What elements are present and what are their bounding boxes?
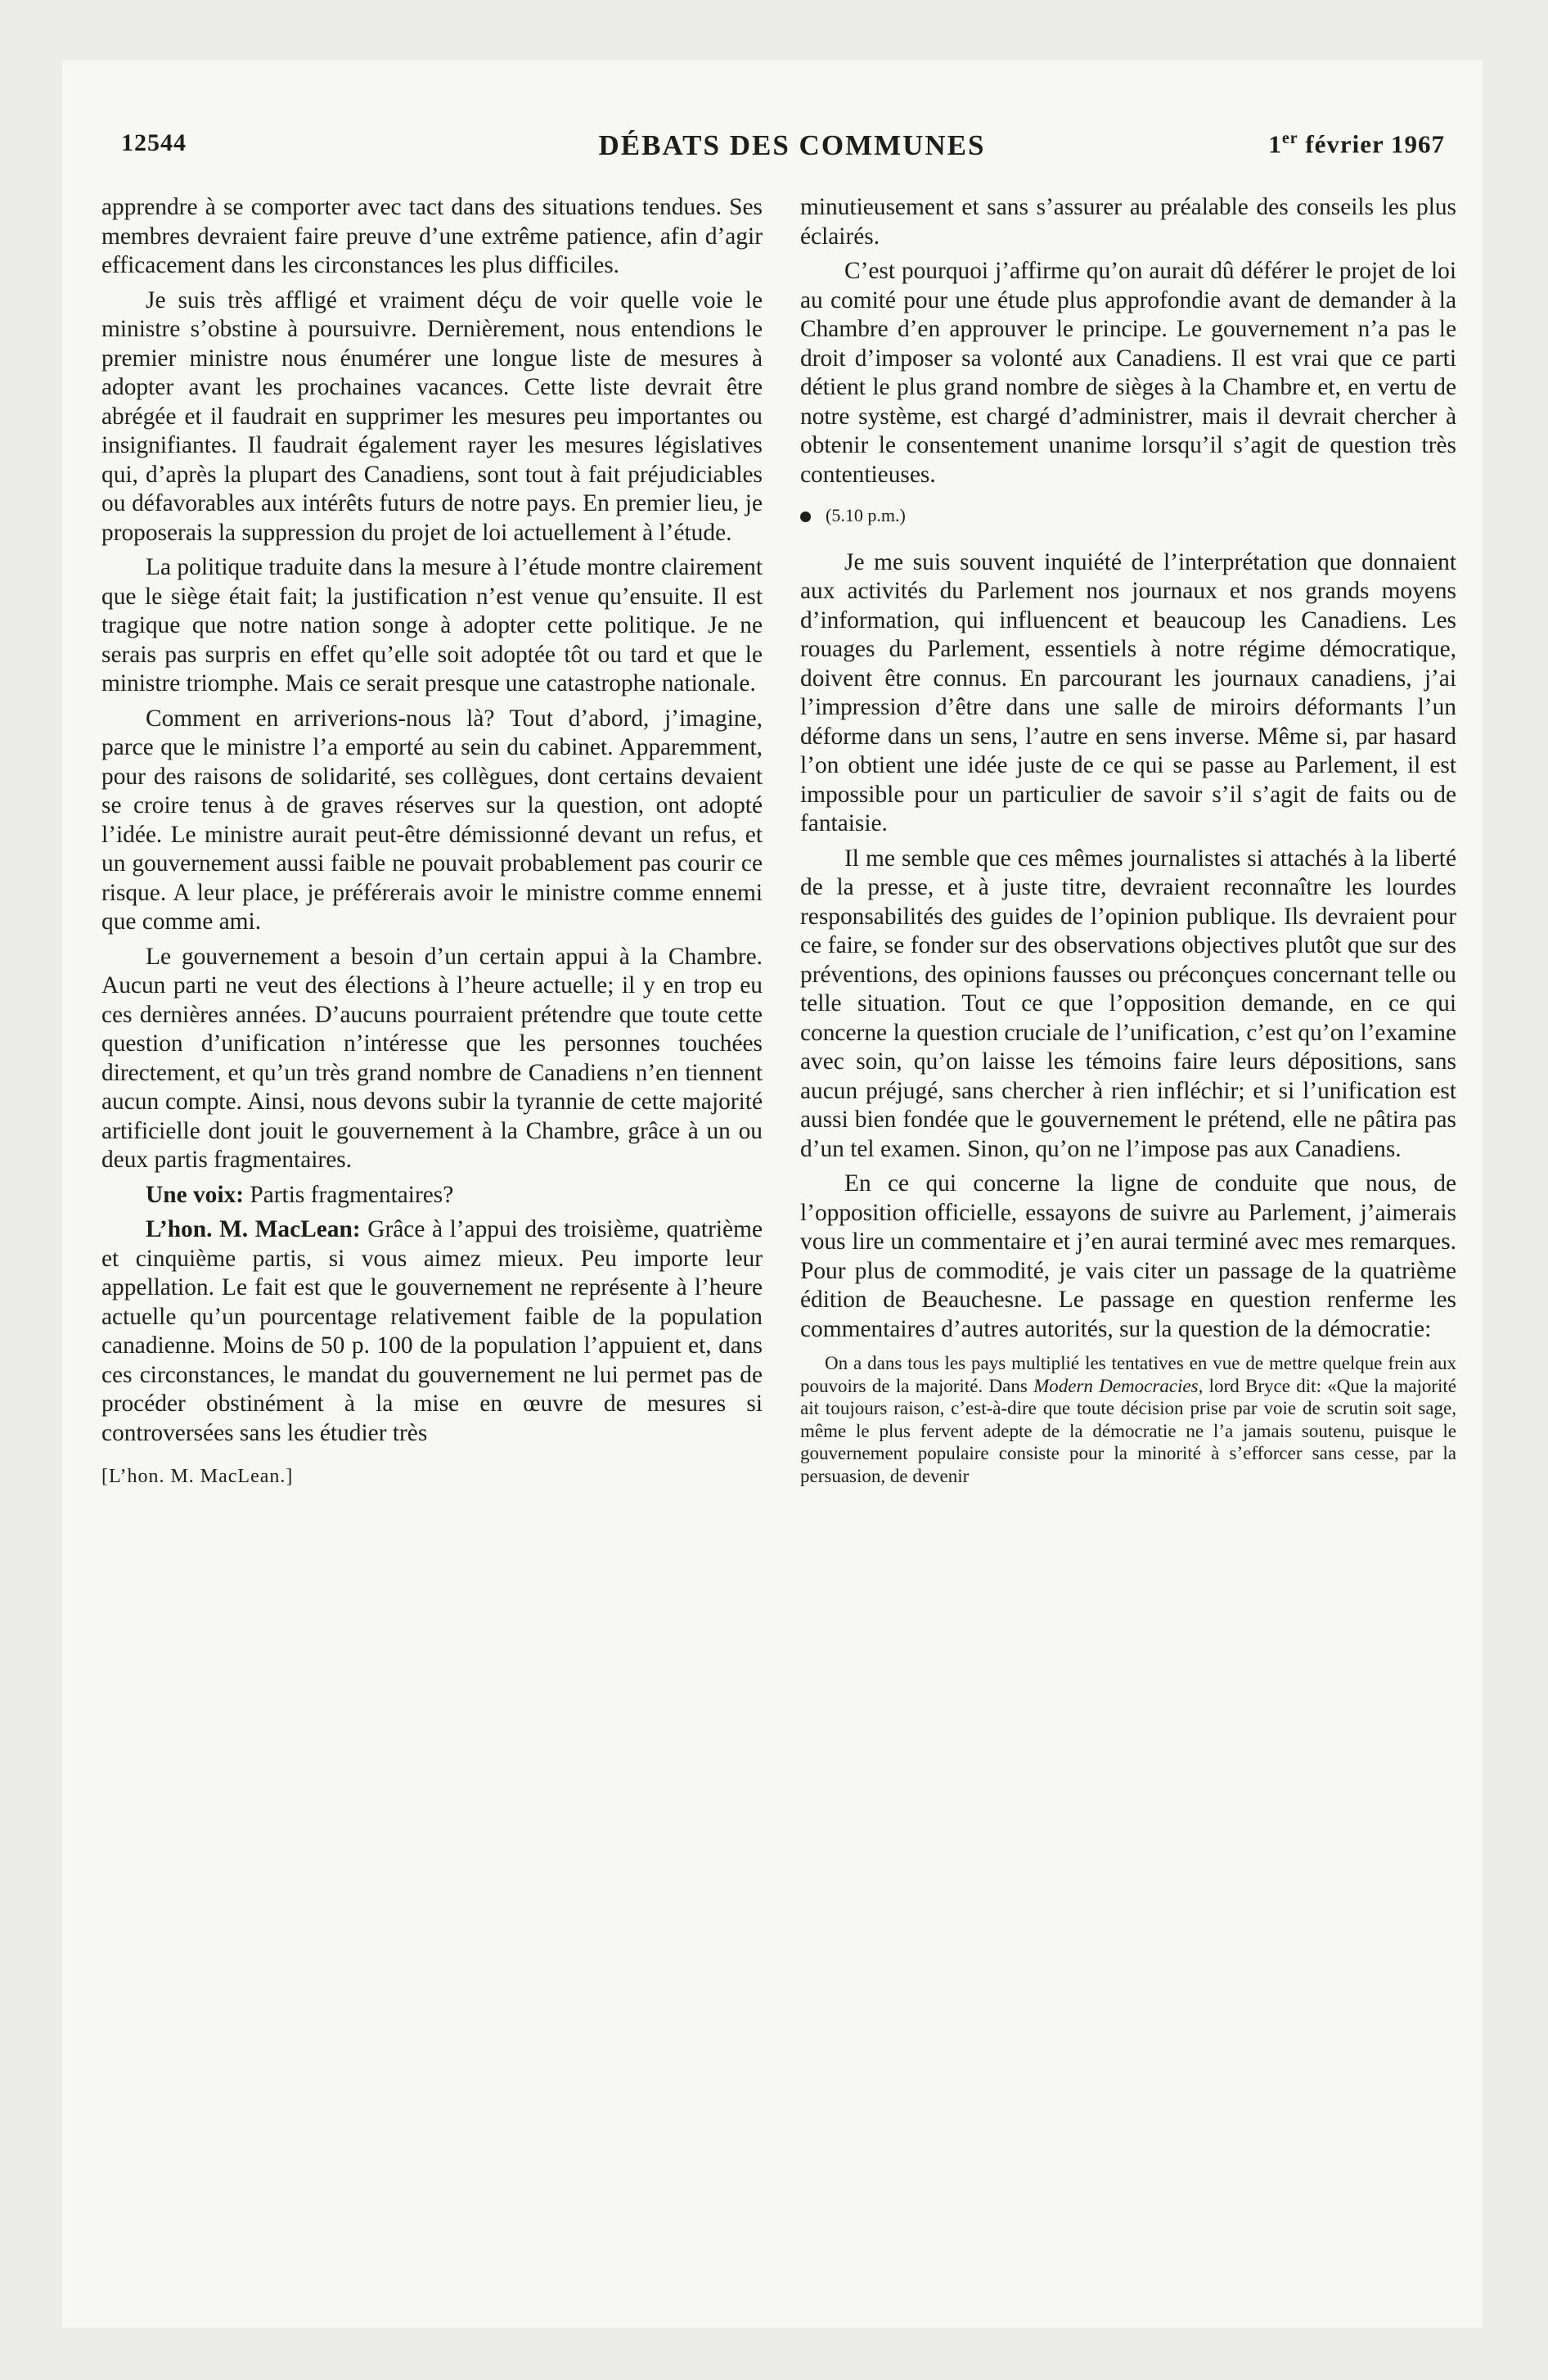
time-text: (5.10 p.m.) bbox=[826, 505, 906, 525]
date-ordinal: er bbox=[1281, 129, 1298, 147]
paragraph: En ce qui concerne la ligne de conduite que nous, de l’opposition officielle, essayons de suivre au Parlement, j’aimerais vous lire un commentaire et j’en aurai terminé avec mes remarques. Pour plus de commodité, je vais citer un passage de la quatrième édition de Beauchesne. Le passage en question renferme les commentaires d’autres autorités, sur la question de la démocratie: bbox=[800, 1170, 1456, 1342]
speech-text: Partis fragmentaires? bbox=[244, 1181, 454, 1208]
bullet-icon bbox=[800, 512, 811, 522]
paragraph: Il me semble que ces mêmes journalistes si attachés à la liberté de la presse, et à juste titre, devraient reconnaître les lourdes responsabilités des guides de l’opinion publique. Ils devraient pour ce faire, se fonder sur des observations objectives plutôt que sur des préventions, des opinions fausses ou préconçues concernant telle ou telle situation. Tout ce que l’opposition demande, en ce qui concerne la question cruciale de l’unification, c’est qu’on l’examine avec soin, qu’on laisse les témoins faire leurs dépositions, sans aucun préjugé, sans chercher à rien infléchir; et si l’unification est aussi bien fondée que le gouvernement le prétend, elle ne pâtira pas d’un tel examen. Sinon, qu’on ne l’impose pas aux Canadiens. bbox=[800, 845, 1456, 1162]
left-column bbox=[101, 193, 763, 1498]
book-title: Modern Democracies, bbox=[1033, 1375, 1204, 1396]
paragraph: Je me suis souvent inquiété de l’interprétation que donnaient aux activités du Parlement nos journaux et nos grands moyens d’information, qui influencent et beaucoup les Canadiens. Les rouages du Parlement, essentiels à notre régime démocratique, doivent être connus. En parcourant les journaux canadiens, j’ai l’impression d’être dans une salle de miroirs déformants l’un déforme dans un sens, l’autre en sens inverse. Même si, par hasard l’on obtient une idée juste de ce qui se passe au Parlement, il est impossible pour un particulier de savoir s’il s’agit de faits ou de fantaisie. bbox=[800, 548, 1456, 836]
speech-maclean bbox=[101, 1215, 763, 1448]
right-column bbox=[800, 193, 1456, 1494]
paragraph: C’est pourquoi j’affirme qu’on aurait dû déférer le projet de loi au comité pour une étude plus approfondie avant de demander à la Chambre d’en approuver le principe. Le gouvernement n’a pas le droit d’imposer sa volonté aux Canadiens. Il est vrai que ce parti détient le plus grand nombre de sièges à la Chambre et, en vertu de notre système, est chargé d’administrer, mais il devrait chercher à obtenir le consentement unanime lorsqu’il s’agit de question très contentieuses. bbox=[800, 258, 1456, 488]
quote-text: On a dans tous les pays multiplié les tentatives en vue de mettre quelque frein aux pouvoirs de la majorité. Dans bbox=[800, 1353, 1456, 1396]
date-day: 1 bbox=[1268, 129, 1282, 159]
publication-title: DÉBATS DES COMMUNES bbox=[598, 129, 986, 161]
paragraph: Le gouvernement a besoin d’un certain appui à la Chambre. Aucun parti ne veut des élections à l’heure actuelle; il y en trop eu ces dernières années. D’aucuns pourraient prétendre que toute cette question d’unification n’intéresse que les personnes touchées directement, et qu’un très grand nombre de Canadiens n’en tiennent aucun compte. Ainsi, nous devons subir la tyrannie de cette majorité artificielle dont jouit le gouvernement à la Chambre, grâce à un ou deux partis fragmentaires. bbox=[101, 943, 763, 1173]
page-header bbox=[121, 129, 1463, 170]
speaker-name: Une voix: bbox=[146, 1181, 245, 1208]
quote-paragraph bbox=[800, 1352, 1456, 1488]
paragraph: minutieusement et sans s’assurer au préalable des conseils les plus éclairés. bbox=[800, 194, 1456, 250]
quote-text: lord Bryce dit: «Que la majorité ait toujours raison, c’est-à-dire que toute décision prise par voie de scrutin soit sage, même le plus fervent adepte de la démocratie ne l’a jamais soutenu, puisque le gouvernement populaire consiste pour la minorité à s’efforcer sans cesse, par la persuasion, de devenir bbox=[800, 1375, 1456, 1486]
issue-date bbox=[1268, 129, 1445, 159]
paragraph: La politique traduite dans la mesure à l’étude montre clairement que le siège était fait; la justification n’est venue qu’ensuite. Il est tragique que notre nation songe à adopter cette politique. Je ne serais pas surpris en effet qu’elle soit adoptée tôt ou tard et que le ministre triomphe. Mais ce serait presque une catastrophe nationale. bbox=[101, 554, 763, 696]
speech-text: Grâce à l’appui des troisième, quatrième et cinquième partis, si vous aimez mieux. Peu importe leur appellation. Le fait est que le gouvernement ne représente à l’heure actuelle qu’un pourcentage relativement faible de la population canadienne. Moins de 50 p. 100 de la population l’appuient et, dans ces circonstances, le mandat du gouvernement ne lui permet pas de procéder obstinément à la mise en œuvre de mesures si controversées sans les étudier très bbox=[101, 1216, 763, 1446]
time-marker bbox=[800, 501, 1456, 530]
block-quote bbox=[800, 1352, 1456, 1488]
date-rest: février 1967 bbox=[1298, 129, 1445, 159]
paragraph: Je suis très affligé et vraiment déçu de voir quelle voie le ministre s’obstine à poursuivre. Dernièrement, nous entendions le premier ministre nous énumérer une longue liste de mesures à adopter avant les prochaines vacances. Cette liste devrait être abrégée et il faudrait en supprimer les mesures peu importantes ou insignifiantes. Il faudrait également rayer les mesures législatives qui, d’après la plupart des Canadiens, sont tout à fait préjudiciables ou défavorables aux intérêts futurs de notre pays. En premier lieu, je proposerais la suppression du projet de loi actuellement à l’étude. bbox=[101, 286, 763, 546]
paragraph: Comment en arriverions-nous là? Tout d’abord, j’imagine, parce que le ministre l’a emporté au sein du cabinet. Apparemment, pour des raisons de solidarité, ses collègues, dont certains devaient se croire tenus à de graves réserves sur la question, ont adopté l’idée. Le ministre aurait peut-être démissionné devant un refus, et un gouvernement aussi faible ne pouvait probablement pas courir ce risque. A leur place, je préférerais avoir le ministre comme ennemi que comme ami. bbox=[101, 705, 763, 935]
page-number: 12544 bbox=[121, 129, 187, 156]
speaker-name: L’hon. M. MacLean: bbox=[146, 1216, 361, 1242]
speech-voice bbox=[101, 1181, 763, 1210]
speaker-signature: [L’hon. M. MacLean.] bbox=[101, 1466, 294, 1487]
paragraph: apprendre à se comporter avec tact dans des situations tendues. Ses membres devraient faire preuve d’une extrême patience, afin d’agir efficacement dans les circonstances les plus difficiles. bbox=[101, 194, 763, 278]
